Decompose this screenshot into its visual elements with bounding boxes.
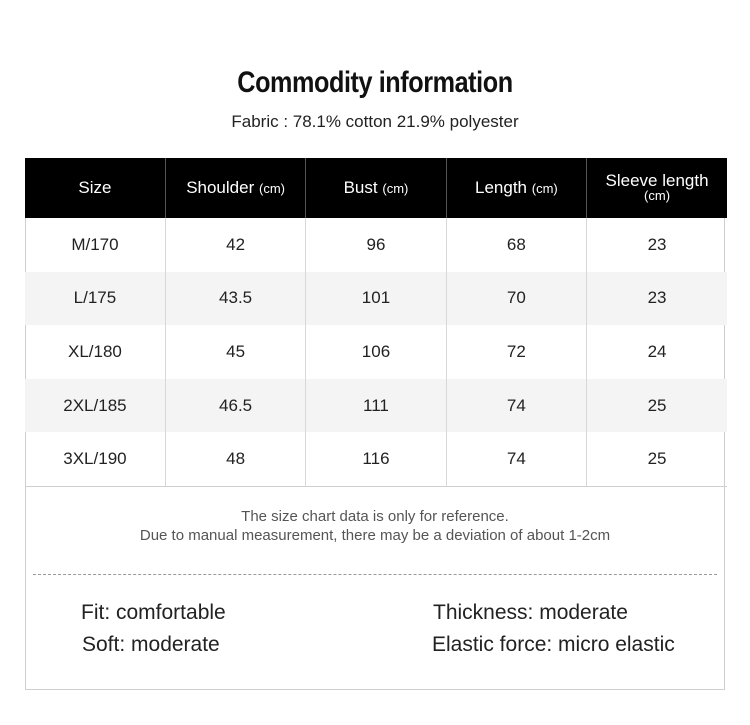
soft-attribute: Soft: moderate	[82, 633, 220, 656]
table-row	[25, 325, 727, 379]
header-label: Sleeve length	[605, 170, 709, 190]
cell-size: 2XL/185	[25, 379, 165, 433]
table-row	[25, 218, 727, 272]
header-shoulder	[165, 158, 305, 218]
table-row	[25, 379, 727, 433]
fabric-info: Fabric : 78.1% cotton 21.9% polyester	[231, 112, 519, 131]
size-table	[25, 158, 727, 487]
note-line: Due to manual measurement, there may be a deviation of about 1-2cm	[139, 527, 611, 544]
reference-note	[25, 507, 725, 545]
cell-size: L/175	[25, 272, 165, 326]
table-row	[25, 432, 727, 486]
cell-shoulder: 42	[165, 218, 305, 272]
cell-length: 72	[446, 325, 586, 379]
cell-sleeve-length: 23	[587, 272, 727, 326]
header-label: Size	[78, 178, 112, 197]
header-unit: (cm)	[644, 187, 671, 203]
cell-bust: 96	[306, 218, 446, 272]
note-line: The size chart data is only for reference.	[241, 508, 509, 525]
table-header-row	[25, 158, 727, 218]
thickness-attribute: Thickness: moderate	[433, 601, 628, 624]
cell-bust: 111	[306, 379, 446, 433]
cell-bust: 116	[306, 432, 446, 486]
fit-attribute: Fit: comfortable	[81, 601, 226, 624]
cell-bust: 106	[306, 325, 446, 379]
cell-shoulder: 43.5	[165, 272, 305, 326]
cell-length: 70	[446, 272, 586, 326]
dotted-divider	[33, 574, 717, 575]
cell-sleeve-length: 23	[647, 234, 667, 254]
table-row	[25, 272, 727, 326]
header-label: Bust	[343, 177, 378, 197]
cell-size: M/170	[25, 218, 165, 272]
cell-sleeve-length: 24	[647, 341, 667, 361]
cell-length: 74	[446, 432, 586, 486]
elastic-attribute: Elastic force: micro elastic	[432, 633, 675, 656]
cell-size: XL/180	[25, 325, 165, 379]
header-sleeve-length	[587, 158, 727, 218]
cell-shoulder: 46.5	[165, 379, 305, 433]
header-unit: (cm)	[382, 180, 409, 196]
cell-sleeve-length: 25	[587, 432, 727, 486]
cell-size: 3XL/190	[25, 432, 165, 486]
cell-bust: 101	[306, 272, 446, 326]
header-length	[446, 158, 586, 218]
cell-shoulder: 45	[165, 325, 305, 379]
cell-length: 74	[446, 379, 586, 433]
header-size	[25, 158, 165, 218]
cell-shoulder: 48	[165, 432, 305, 486]
header-label: Shoulder	[186, 177, 255, 197]
cell-length: 68	[446, 218, 586, 272]
header-label: Length	[475, 177, 527, 197]
header-bust	[306, 158, 446, 218]
header-unit: (cm)	[531, 180, 558, 196]
page-title: Commodity information	[237, 66, 513, 99]
header-unit: (cm)	[258, 180, 285, 196]
cell-sleeve-length: 25	[587, 379, 727, 433]
